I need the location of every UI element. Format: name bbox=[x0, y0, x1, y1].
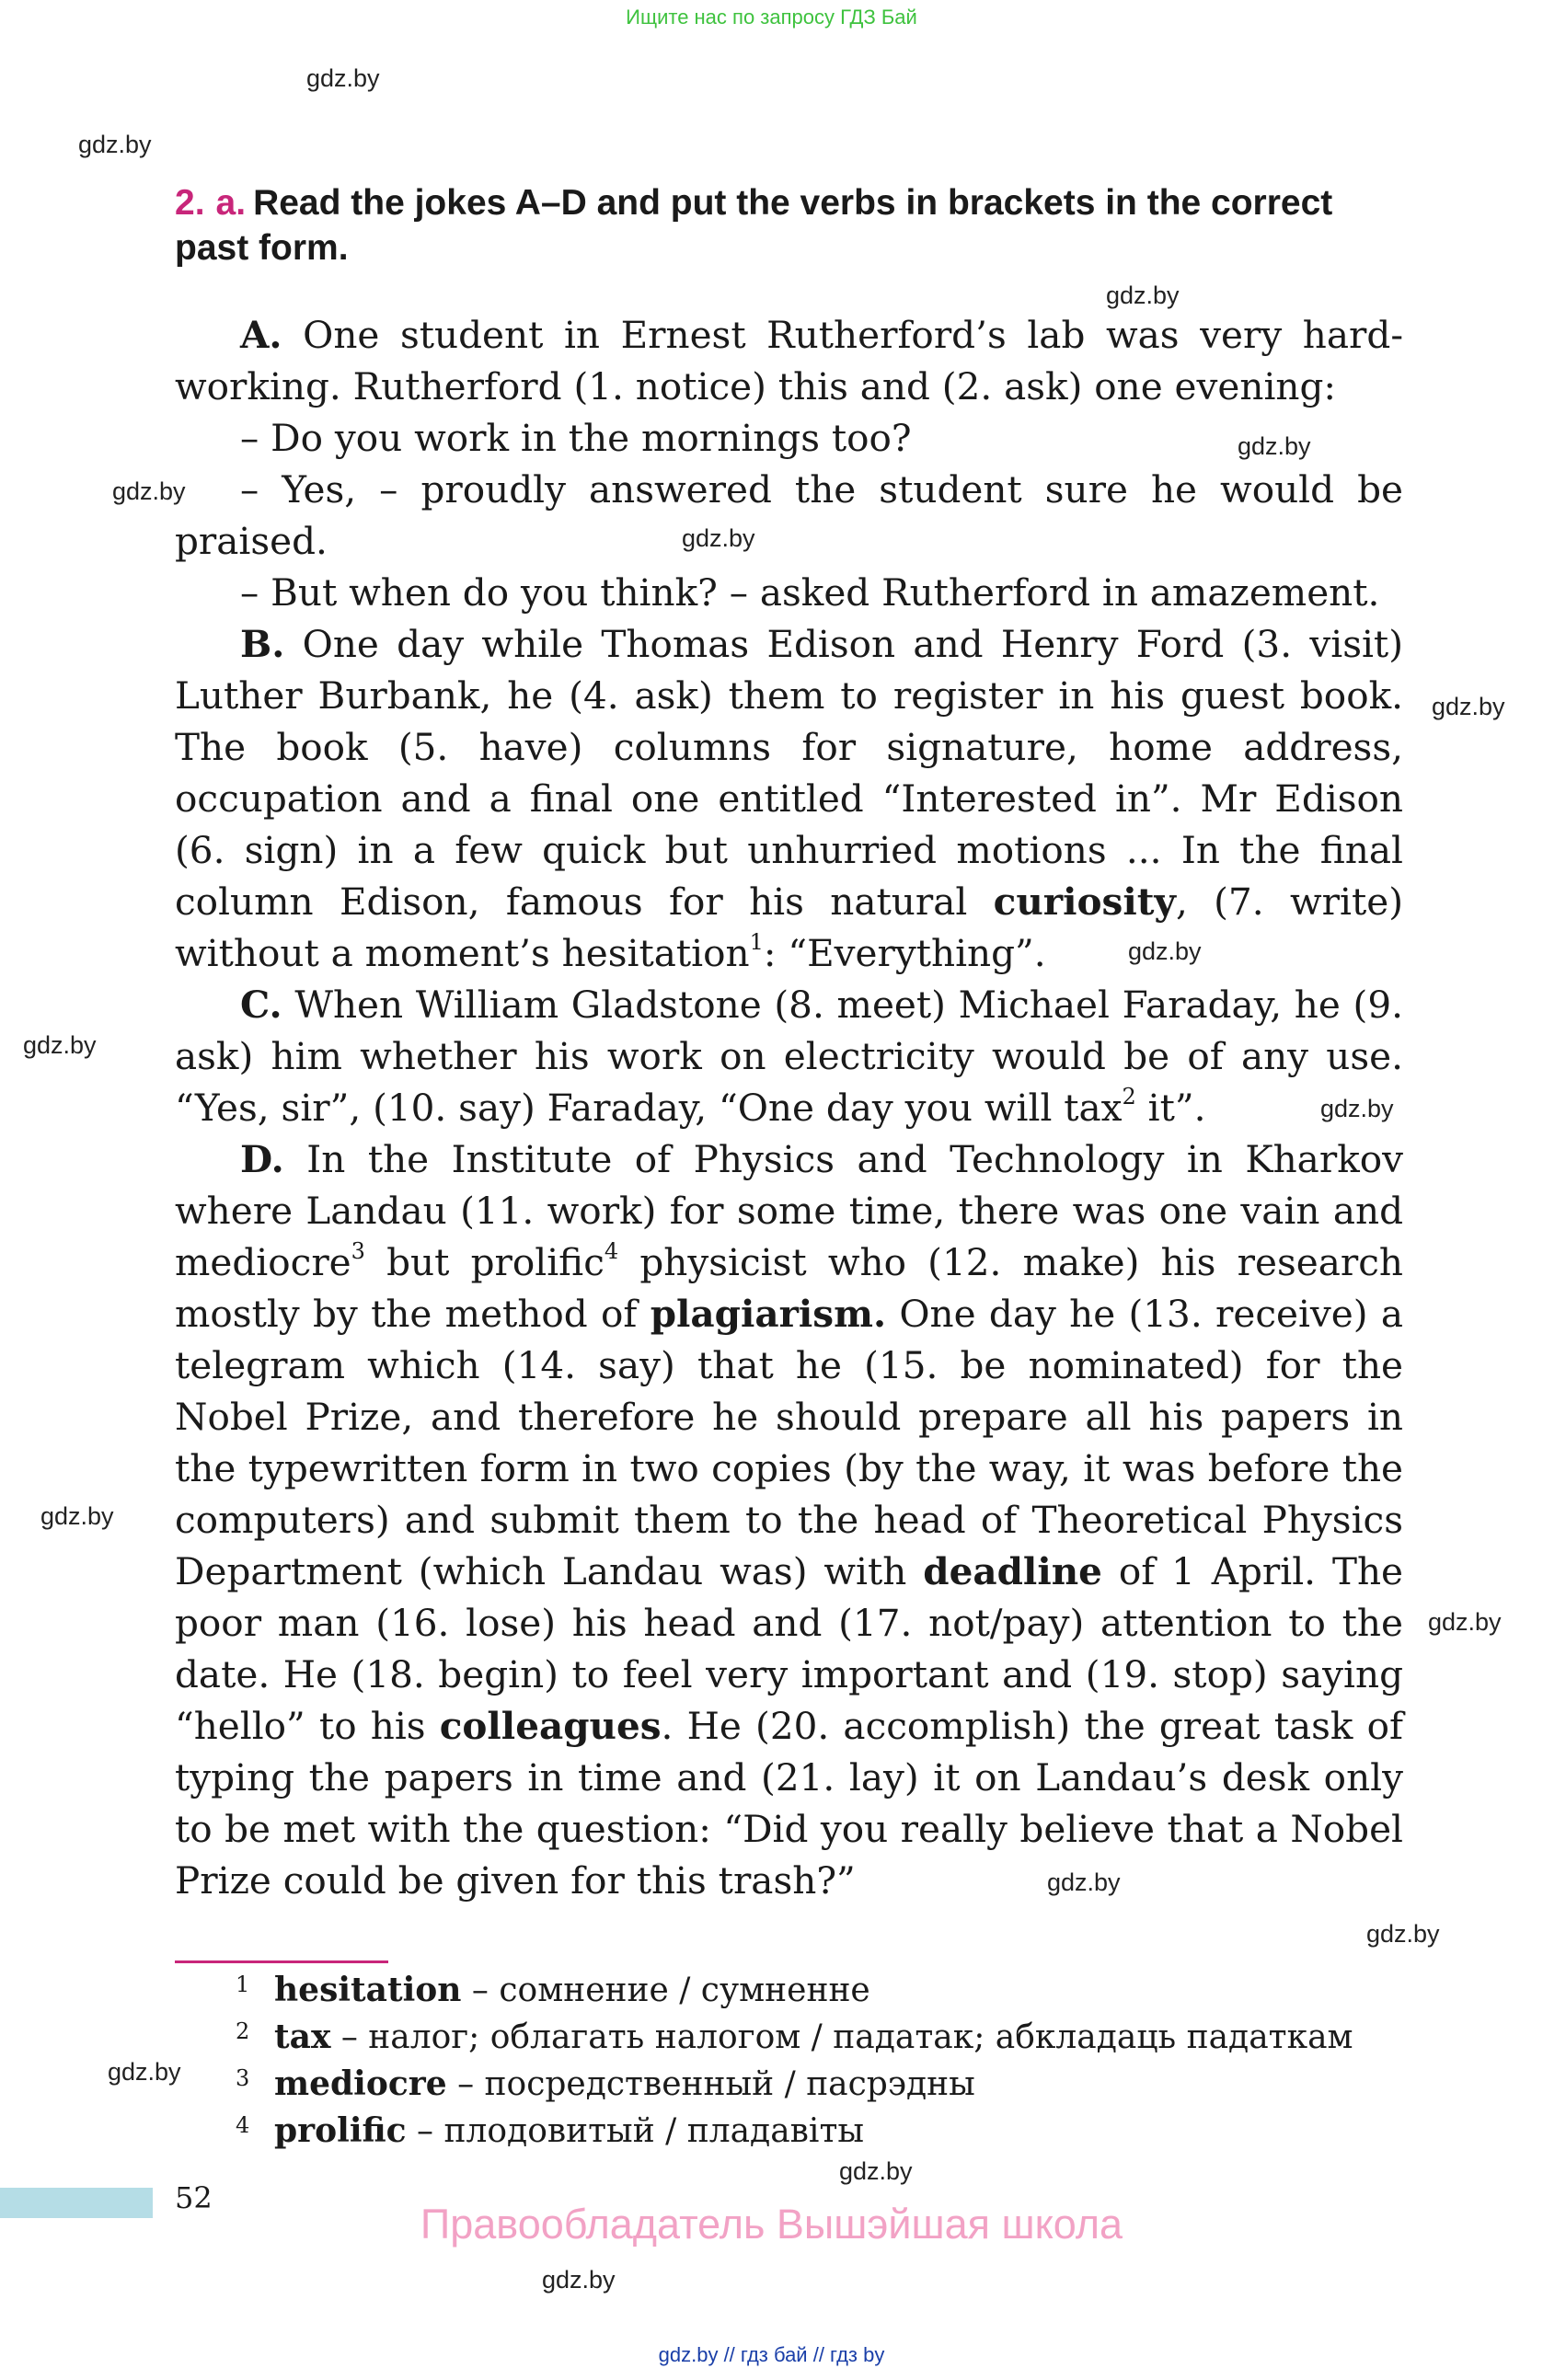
footnotes bbox=[236, 1967, 1432, 2155]
watermark: gdz.by bbox=[112, 477, 186, 505]
watermark: gdz.by bbox=[1047, 1868, 1121, 1896]
task-instruction: Read the jokes A–D and put the verbs in brackets in the correct past form. bbox=[175, 183, 1333, 268]
task-number: 2. bbox=[175, 183, 205, 223]
joke-d-text: but prolific bbox=[364, 1240, 605, 1284]
vocab-deadline: deadline bbox=[923, 1549, 1102, 1593]
joke-d-text: . He (20. accomplish) the great task of typing the papers in time and (21. lay) it on Landau’s desk only to be met with the question: “Did you really believe that a Nobel Prize could be given for this trash?” bbox=[175, 1704, 1404, 1903]
footnote-number: 3 bbox=[236, 2065, 250, 2091]
watermark: gdz.by bbox=[306, 64, 380, 92]
joke-c-paragraph bbox=[175, 979, 1403, 1133]
joke-d-text: physicist who (12. make) his research mostly by the method of bbox=[175, 1240, 1403, 1336]
footnote-ref: 2 bbox=[1122, 1083, 1136, 1110]
footnote-number: 4 bbox=[236, 2112, 250, 2138]
watermark: gdz.by bbox=[682, 524, 755, 552]
joke-b-paragraph bbox=[175, 618, 1403, 979]
footnote-definition: – посредственный / пасрэдны bbox=[446, 2065, 975, 2103]
page-number: 52 bbox=[175, 2180, 213, 2215]
footnote-number: 2 bbox=[236, 2018, 250, 2044]
footnote-definition: – сомнение / сумненне bbox=[461, 1972, 870, 2009]
watermark: gdz.by bbox=[23, 1031, 97, 1059]
footnote-item bbox=[236, 2061, 1432, 2108]
publisher-notice: Правообладатель Вышэйшая школа bbox=[420, 2201, 1123, 2248]
joke-c-text: it”. bbox=[1135, 1086, 1206, 1130]
footnote-definition: – налог; облагать налогом / падатак; абкладаць падаткам bbox=[330, 2018, 1353, 2056]
joke-b-label: B. bbox=[240, 622, 285, 666]
watermark: gdz.by bbox=[40, 1502, 114, 1530]
joke-d-label: D. bbox=[240, 1137, 284, 1181]
watermark: gdz.by bbox=[1238, 432, 1311, 460]
joke-c-text: When William Gladstone (8. meet) Michael Faraday, he (9. ask) him whether his work on electricity would be of any use. “Yes, sir”, (10. say) Faraday, “One day you will tax bbox=[175, 983, 1403, 1130]
jokes-text bbox=[175, 309, 1403, 1906]
watermark: gdz.by bbox=[542, 2266, 616, 2294]
joke-a-paragraph bbox=[175, 309, 1403, 412]
watermark: gdz.by bbox=[1128, 937, 1202, 965]
watermark: gdz.by bbox=[1366, 1920, 1440, 1948]
footnote-word: prolific bbox=[274, 2111, 407, 2150]
watermark: gdz.by bbox=[78, 131, 152, 158]
footnote-ref: 1 bbox=[749, 928, 764, 955]
joke-d-text: In the Institute of Physics and Technology in Kharkov where Landau (11. work) for some time, there was one vain and mediocre bbox=[175, 1137, 1403, 1284]
vocab-colleagues: colleagues bbox=[439, 1704, 662, 1748]
joke-a-label: A. bbox=[240, 313, 282, 357]
joke-d-text: of 1 April. The poor man (16. lose) his head and (17. not/pay) attention to the date. He (18. begin) to feel very important and (19. stop) saying “hello” to his bbox=[175, 1549, 1404, 1748]
vocab-plagiarism: plagiarism. bbox=[650, 1292, 887, 1336]
footnote-divider bbox=[175, 1960, 388, 1963]
footnote-item bbox=[236, 1967, 1432, 2014]
footnote-number: 1 bbox=[236, 1972, 250, 1997]
watermark: gdz.by bbox=[1428, 1608, 1502, 1636]
joke-d-paragraph bbox=[175, 1133, 1403, 1906]
task-heading bbox=[175, 180, 1408, 270]
task-subletter: a. bbox=[215, 183, 247, 223]
footnote-definition: – плодовитый / пладавіты bbox=[406, 2112, 865, 2150]
watermark: gdz.by bbox=[108, 2058, 181, 2086]
joke-b-text: , (7. write) without a moment’s hesitation bbox=[175, 880, 1403, 975]
vocab-curiosity: curiosity bbox=[993, 880, 1176, 924]
footnote-item bbox=[236, 2108, 1432, 2155]
joke-d-text: One day he (13. receive) a telegram which (14. say) that he (15. be nominated) for the Nobel Prize, and therefore he should prepare all his papers in the typewritten form in two copies (by the way, it was before the computers) and submit them to the head of Theoretical Physics Department (which Landau was) with bbox=[175, 1292, 1404, 1593]
footnote-word: hesitation bbox=[274, 1971, 462, 2009]
joke-a-line: – Yes, – proudly answered the student sure he would be praised. bbox=[175, 467, 1403, 563]
watermark: gdz.by bbox=[1432, 693, 1505, 720]
joke-b-text: : “Everything”. bbox=[763, 931, 1046, 975]
bottom-banner-links[interactable]: gdz.by // гдз бай // гдз by bbox=[658, 2343, 885, 2366]
joke-b-text: One day while Thomas Edison and Henry Ford (3. visit) Luther Burbank, he (4. ask) them to register in his guest book. The book (5. have) columns for signature, home address, occupation and a final one entitled “Interested in”. Mr Edison (6. sign) in a few quick but unhurried motions ... In the final column Edison, famous for his natural bbox=[175, 622, 1404, 924]
watermark: gdz.by bbox=[839, 2157, 913, 2185]
joke-a-text: One student in Ernest Rutherford’s lab was very hard-working. Rutherford (1. notice) this and (2. ask) one evening: bbox=[175, 313, 1404, 408]
watermark: gdz.by bbox=[1106, 282, 1180, 309]
footnote-item bbox=[236, 2014, 1432, 2061]
top-banner[interactable]: Ищите нас по запросу ГДЗ Бай bbox=[626, 6, 917, 29]
footnote-word: tax bbox=[274, 2018, 331, 2056]
joke-a-line: – But when do you think? – asked Rutherford in amazement. bbox=[240, 570, 1380, 615]
joke-a-line: – Do you work in the mornings too? bbox=[240, 416, 912, 460]
footnote-word: mediocre bbox=[274, 2064, 447, 2103]
footnote-ref: 3 bbox=[351, 1237, 365, 1264]
watermark: gdz.by bbox=[1320, 1095, 1394, 1122]
footnote-ref: 4 bbox=[604, 1237, 619, 1264]
joke-c-label: C. bbox=[240, 983, 282, 1027]
